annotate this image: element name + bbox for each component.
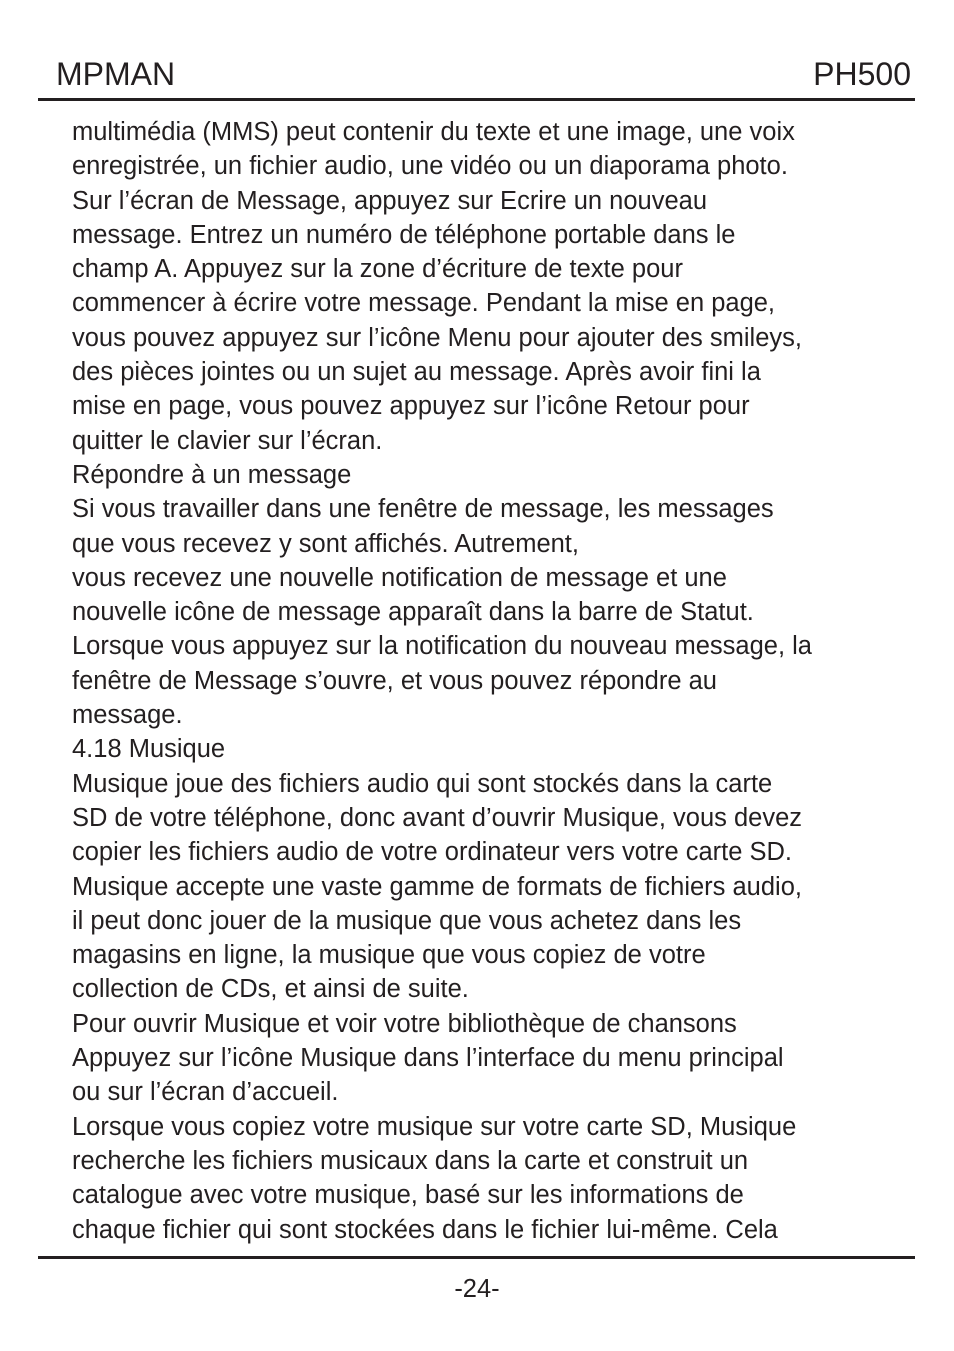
brand-name: MPMAN [56, 56, 176, 92]
page-number: -24- [454, 1275, 500, 1303]
page-header [38, 52, 915, 98]
body-line: quitter le clavier sur l’écran. [72, 426, 383, 455]
body-line: Pour ouvrir Musique et voir votre bibliothèque de chansons [72, 1009, 737, 1038]
body-line: Sur l’écran de Message, appuyez sur Ecrire un nouveau [72, 186, 708, 215]
body-line: enregistrée, un fichier audio, une vidéo ou un diaporama photo. [72, 152, 788, 181]
body-line: champ A. Appuyez sur la zone d’écriture de texte pour [72, 255, 683, 284]
body-line: mise en page, vous pouvez appuyez sur l’icône Retour pour [72, 392, 750, 421]
body-line: Musique accepte une vaste gamme de formats de fichiers audio, [72, 872, 802, 901]
body-line: chaque fichier qui sont stockées dans le fichier lui-même. Cela [72, 1215, 778, 1244]
body-line: message. Entrez un numéro de téléphone portable dans le [72, 220, 736, 249]
body-line: collection de CDs, et ainsi de suite. [72, 975, 469, 1004]
body-line: des pièces jointes ou un sujet au message. Après avoir fini la [72, 358, 761, 387]
body-line: il peut donc jouer de la musique que vous achetez dans les [72, 906, 742, 935]
body-line: commencer à écrire votre message. Pendant la mise en page, [72, 289, 776, 318]
body-line: copier les fichiers audio de votre ordinateur vers votre carte SD. [72, 838, 793, 867]
body-line: que vous recevez y sont affichés. Autrement, [72, 529, 579, 558]
body-line: catalogue avec votre musique, basé sur les informations de [72, 1181, 744, 1210]
footer-divider [38, 1256, 915, 1259]
body-line: Musique joue des fichiers audio qui sont stockés dans la carte [72, 769, 773, 798]
body-line: Lorsque vous copiez votre musique sur votre carte SD, Musique [72, 1112, 797, 1141]
body-line: SD de votre téléphone, donc avant d’ouvrir Musique, vous devez [72, 803, 803, 832]
body-line: fenêtre de Message s’ouvre, et vous pouvez répondre au [72, 666, 717, 695]
body-line: vous recevez une nouvelle notification de message et une [72, 563, 727, 592]
body-line: magasins en ligne, la musique que vous copiez de votre [72, 941, 706, 970]
body-line: Lorsque vous appuyez sur la notification du nouveau message, la [72, 632, 812, 661]
manual-body [72, 115, 902, 1247]
body-line: Appuyez sur l’icône Musique dans l’interface du menu principal [72, 1044, 784, 1073]
section-heading-reply: Répondre à un message [72, 460, 352, 489]
body-line: Si vous travailler dans une fenêtre de message, les messages [72, 495, 774, 524]
model-name: PH500 [813, 56, 911, 92]
body-line: multimédia (MMS) peut contenir du texte et une image, une voix [72, 118, 795, 146]
body-line: vous pouvez appuyez sur l’icône Menu pour ajouter des smileys, [72, 323, 802, 352]
section-heading-musique: 4.18 Musique [72, 735, 226, 764]
header-divider [38, 98, 915, 101]
body-line: nouvelle icône de message apparaît dans la barre de Statut. [72, 598, 754, 627]
body-line: ou sur l’écran d’accueil. [72, 1078, 339, 1107]
body-line: message. [72, 701, 183, 730]
body-line: recherche les fichiers musicaux dans la carte et construit un [72, 1146, 749, 1175]
